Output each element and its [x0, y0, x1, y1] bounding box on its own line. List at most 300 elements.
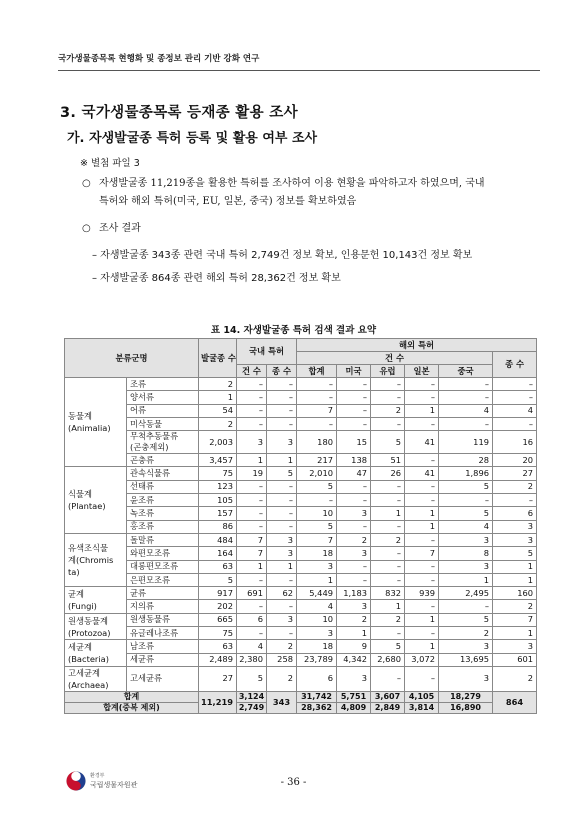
value-cell: 5,449: [297, 587, 337, 600]
value-cell: 2: [267, 666, 297, 691]
total-row: [65, 691, 537, 713]
value-cell: 1: [267, 454, 297, 467]
result-bullet-1: – 자생발굴종 343종 관련 국내 특허 2,749건 정보 확보, 인용문헌 10,143건 정보 확보: [92, 250, 473, 261]
value-cell: –: [493, 417, 537, 430]
table-row: [65, 587, 537, 600]
value-cell: –: [371, 627, 405, 640]
value-cell: –: [267, 417, 297, 430]
value-cell: 2: [371, 404, 405, 417]
total-foreign-total-b: 28,362: [301, 702, 332, 712]
value-cell: –: [371, 547, 405, 560]
value-cell: 2: [371, 613, 405, 626]
value-cell: 10: [297, 507, 337, 520]
value-cell: 3: [297, 560, 337, 573]
table-row: [65, 640, 537, 653]
value-cell: –: [371, 391, 405, 404]
value-cell: 20: [493, 454, 537, 467]
value-cell: 8: [439, 547, 493, 560]
value-cell: 86: [199, 520, 237, 533]
taxon-group-cell: 균계 (Fungi): [65, 587, 127, 614]
value-cell: 5: [439, 613, 493, 626]
subsection-heading: 가. 자생발굴종 특허 등록 및 활용 여부 조사: [67, 131, 318, 146]
value-cell: 3: [337, 547, 371, 560]
table-row: [65, 494, 537, 507]
table-row: [65, 533, 537, 546]
value-cell: 7: [493, 613, 537, 626]
value-cell: –: [405, 573, 439, 586]
value-cell: 3: [267, 613, 297, 626]
value-cell: –: [297, 417, 337, 430]
value-cell: 7: [237, 547, 267, 560]
value-cell: 1: [439, 573, 493, 586]
value-cell: 26: [371, 467, 405, 480]
value-cell: 4: [297, 600, 337, 613]
value-cell: 2: [337, 533, 371, 546]
value-cell: 2: [371, 533, 405, 546]
table-row: [65, 560, 537, 573]
value-cell: 7: [405, 547, 439, 560]
value-cell: –: [439, 391, 493, 404]
value-cell: 832: [371, 587, 405, 600]
value-cell: –: [337, 560, 371, 573]
header-eu: 유럽: [371, 365, 405, 378]
value-cell: –: [337, 494, 371, 507]
value-cell: 62: [267, 587, 297, 600]
value-cell: –: [237, 573, 267, 586]
value-cell: –: [405, 666, 439, 691]
value-cell: 5: [199, 573, 237, 586]
taxon-group-cell: 식물계 (Plantae): [65, 467, 127, 533]
total-foreign-total-a: 31,742: [297, 692, 336, 703]
header-foreign-cases: 건 수: [297, 352, 493, 365]
header-foreign-species: 종 수: [493, 352, 537, 378]
taxon-subgroup-cell: 남조류: [127, 640, 199, 653]
value-cell: –: [237, 391, 267, 404]
value-cell: –: [493, 391, 537, 404]
result-bullet-2: – 자생발굴종 864종 관련 해외 특허 28,362건 정보 확보: [92, 273, 341, 284]
value-cell: –: [371, 520, 405, 533]
value-cell: –: [405, 533, 439, 546]
taxon-subgroup-cell: 은편모조류: [127, 573, 199, 586]
value-cell: –: [337, 573, 371, 586]
value-cell: 3: [337, 600, 371, 613]
value-cell: –: [405, 378, 439, 391]
value-cell: –: [405, 391, 439, 404]
value-cell: 10: [297, 613, 337, 626]
total-eu: [371, 691, 405, 713]
value-cell: 217: [297, 454, 337, 467]
value-cell: 6: [493, 507, 537, 520]
value-cell: –: [337, 378, 371, 391]
value-cell: –: [493, 378, 537, 391]
value-cell: 9: [337, 640, 371, 653]
taxon-subgroup-cell: 미삭동물: [127, 417, 199, 430]
taxon-subgroup-cell: 관속식물류: [127, 467, 199, 480]
value-cell: 28: [439, 454, 493, 467]
value-cell: 2,489: [199, 653, 237, 666]
value-cell: 4: [493, 404, 537, 417]
taxon-subgroup-cell: 윤조류: [127, 494, 199, 507]
value-cell: –: [237, 378, 267, 391]
value-cell: 27: [493, 467, 537, 480]
value-cell: –: [237, 417, 267, 430]
header-discovered: 발굴종 수: [199, 339, 237, 378]
taxon-subgroup-cell: 와편모조류: [127, 547, 199, 560]
value-cell: 7: [297, 533, 337, 546]
total-jp: [405, 691, 439, 713]
table-row: [65, 613, 537, 626]
header-domestic-species: 종 수: [267, 365, 297, 378]
total-us-b: 4,809: [340, 702, 367, 712]
value-cell: –: [297, 378, 337, 391]
taxon-subgroup-cell: 양서류: [127, 391, 199, 404]
value-cell: 160: [493, 587, 537, 600]
section-heading: 3. 국가생물종목록 등재종 활용 조사: [60, 105, 298, 121]
total-dedup-cases: 2,749: [238, 702, 265, 712]
value-cell: 51: [371, 454, 405, 467]
taxon-group-cell: 세균계 (Bacteria): [65, 640, 127, 667]
value-cell: 691: [237, 587, 267, 600]
value-cell: 3: [493, 640, 537, 653]
taxon-subgroup-cell: 어류: [127, 404, 199, 417]
taxon-subgroup-cell: 대롱편모조류: [127, 560, 199, 573]
value-cell: 5: [237, 666, 267, 691]
value-cell: 601: [493, 653, 537, 666]
value-cell: –: [267, 600, 297, 613]
value-cell: –: [337, 520, 371, 533]
value-cell: 258: [267, 653, 297, 666]
value-cell: –: [371, 378, 405, 391]
table-row: [65, 507, 537, 520]
value-cell: 3: [297, 627, 337, 640]
total-dedup-label: 합계(중복 제외): [103, 702, 160, 712]
value-cell: 13,695: [439, 653, 493, 666]
value-cell: 47: [337, 467, 371, 480]
value-cell: 2,380: [237, 653, 267, 666]
value-cell: –: [267, 378, 297, 391]
value-cell: 1: [237, 560, 267, 573]
value-cell: –: [237, 480, 267, 493]
value-cell: –: [237, 600, 267, 613]
value-cell: –: [371, 494, 405, 507]
running-header: 국가생물종목록 현행화 및 종정보 관리 기반 강화 연구: [58, 54, 260, 64]
value-cell: 164: [199, 547, 237, 560]
value-cell: –: [337, 417, 371, 430]
value-cell: 138: [337, 454, 371, 467]
taxon-subgroup-cell: 균류: [127, 587, 199, 600]
value-cell: 2: [199, 417, 237, 430]
total-domestic-species: 343: [267, 691, 297, 713]
value-cell: 123: [199, 480, 237, 493]
table-row: [65, 391, 537, 404]
value-cell: –: [371, 560, 405, 573]
value-cell: 4: [439, 404, 493, 417]
value-cell: 3: [439, 533, 493, 546]
attachment-note: ※ 별첨 파일 3: [80, 158, 140, 169]
value-cell: 2: [199, 378, 237, 391]
taxon-group-cell: 동물계 (Animalia): [65, 378, 127, 467]
value-cell: 27: [199, 666, 237, 691]
ministry-label: 환경부: [90, 773, 105, 779]
value-cell: 41: [405, 431, 439, 454]
value-cell: –: [237, 627, 267, 640]
value-cell: –: [439, 494, 493, 507]
value-cell: –: [337, 391, 371, 404]
value-cell: 1: [493, 627, 537, 640]
value-cell: 15: [337, 431, 371, 454]
taxon-subgroup-cell: 지의류: [127, 600, 199, 613]
table-row: [65, 417, 537, 430]
value-cell: 5: [439, 480, 493, 493]
value-cell: 1: [267, 560, 297, 573]
header-divider: [58, 70, 540, 71]
table-row: [65, 547, 537, 560]
value-cell: 3: [439, 640, 493, 653]
table-row: [65, 404, 537, 417]
taxon-subgroup-cell: 유글레나조류: [127, 627, 199, 640]
value-cell: 2,003: [199, 431, 237, 454]
value-cell: 939: [405, 587, 439, 600]
value-cell: 3: [493, 520, 537, 533]
total-cn-a: 18,279: [439, 692, 492, 703]
value-cell: –: [405, 480, 439, 493]
value-cell: 119: [439, 431, 493, 454]
value-cell: 19: [237, 467, 267, 480]
value-cell: –: [405, 494, 439, 507]
value-cell: 63: [199, 560, 237, 573]
value-cell: –: [405, 454, 439, 467]
value-cell: 23,789: [297, 653, 337, 666]
table-title: 표 14. 자생발굴종 특허 검색 결과 요약: [210, 325, 377, 336]
value-cell: 1: [405, 507, 439, 520]
value-cell: –: [267, 404, 297, 417]
total-eu-b: 2,849: [374, 702, 401, 712]
value-cell: 1: [337, 627, 371, 640]
table-row: [65, 600, 537, 613]
value-cell: 1: [237, 454, 267, 467]
total-cn: [439, 691, 493, 713]
value-cell: 5: [297, 480, 337, 493]
value-cell: 3,457: [199, 454, 237, 467]
taxon-subgroup-cell: 녹조류: [127, 507, 199, 520]
value-cell: –: [337, 480, 371, 493]
value-cell: –: [439, 417, 493, 430]
value-cell: 6: [297, 666, 337, 691]
patent-summary-table: [64, 338, 537, 714]
taxon-subgroup-cell: 세균류: [127, 653, 199, 666]
paragraph-2-marker: ○: [82, 223, 91, 234]
value-cell: –: [337, 404, 371, 417]
value-cell: 180: [297, 431, 337, 454]
value-cell: 75: [199, 627, 237, 640]
header-domestic: 국내 특허: [237, 339, 297, 365]
value-cell: –: [237, 494, 267, 507]
value-cell: –: [371, 417, 405, 430]
value-cell: 16: [493, 431, 537, 454]
value-cell: 1: [493, 573, 537, 586]
total-label: 합계: [65, 692, 198, 703]
institute-label: 국립생물자원관: [90, 781, 138, 789]
total-foreign-total: [297, 691, 337, 713]
value-cell: –: [267, 573, 297, 586]
paragraph-1-marker: ○: [82, 178, 91, 189]
total-domestic-cases: [237, 691, 267, 713]
value-cell: –: [297, 391, 337, 404]
total-cases: 3,124: [238, 691, 265, 701]
table-row: [65, 627, 537, 640]
taxon-subgroup-cell: 돌말류: [127, 533, 199, 546]
value-cell: –: [405, 627, 439, 640]
header-jp: 일본: [405, 365, 439, 378]
value-cell: –: [267, 391, 297, 404]
value-cell: 4: [237, 640, 267, 653]
value-cell: 665: [199, 613, 237, 626]
value-cell: 5: [371, 640, 405, 653]
taxon-subgroup-cell: 곤충류: [127, 454, 199, 467]
value-cell: 3: [493, 533, 537, 546]
header-total: 합계: [297, 365, 337, 378]
table-row: [65, 573, 537, 586]
value-cell: 18: [297, 640, 337, 653]
value-cell: –: [237, 507, 267, 520]
value-cell: –: [439, 378, 493, 391]
paragraph-1-line-1: 자생발굴종 11,219종을 활용한 특허를 조사하여 이용 현황을 파악하고자 하였으며, 국내: [99, 178, 485, 189]
value-cell: –: [237, 404, 267, 417]
value-cell: 157: [199, 507, 237, 520]
value-cell: 2,010: [297, 467, 337, 480]
value-cell: 5: [493, 547, 537, 560]
table-row: [65, 467, 537, 480]
value-cell: 5: [371, 431, 405, 454]
value-cell: 1: [493, 560, 537, 573]
total-us: [337, 691, 371, 713]
page-number: - 36 -: [280, 777, 307, 788]
value-cell: 6: [237, 613, 267, 626]
table-row: [65, 653, 537, 666]
value-cell: 105: [199, 494, 237, 507]
value-cell: 7: [237, 533, 267, 546]
value-cell: –: [267, 627, 297, 640]
value-cell: 1: [297, 573, 337, 586]
taxon-subgroup-cell: 조류: [127, 378, 199, 391]
value-cell: 63: [199, 640, 237, 653]
value-cell: 75: [199, 467, 237, 480]
value-cell: 41: [405, 467, 439, 480]
value-cell: –: [267, 480, 297, 493]
value-cell: –: [297, 494, 337, 507]
value-cell: –: [405, 600, 439, 613]
value-cell: 2,495: [439, 587, 493, 600]
taxon-group-cell: 고세균계 (Archaea): [65, 666, 127, 691]
header-foreign: 해외 특허: [297, 339, 537, 352]
value-cell: 4,342: [337, 653, 371, 666]
taxon-subgroup-cell: 홍조류: [127, 520, 199, 533]
value-cell: 54: [199, 404, 237, 417]
table-row: [65, 431, 537, 454]
header-domestic-cases: 건 수: [237, 365, 267, 378]
value-cell: 2: [267, 640, 297, 653]
value-cell: 3: [337, 507, 371, 520]
value-cell: 7: [297, 404, 337, 417]
value-cell: –: [371, 480, 405, 493]
paragraph-1-line-2: 특허와 해외 특허(미국, EU, 일본, 중국) 정보를 확보하였음: [99, 196, 357, 207]
value-cell: 202: [199, 600, 237, 613]
table-row: [65, 480, 537, 493]
value-cell: 3: [237, 431, 267, 454]
value-cell: –: [405, 560, 439, 573]
total-cn-b: 16,890: [450, 702, 481, 712]
value-cell: –: [405, 417, 439, 430]
total-jp-b: 3,814: [408, 702, 435, 712]
value-cell: 1: [405, 520, 439, 533]
value-cell: 1,896: [439, 467, 493, 480]
taxon-subgroup-cell: 무척추동물류 (곤충제외): [127, 431, 199, 454]
total-us-a: 5,751: [337, 692, 370, 703]
total-eu-a: 3,607: [371, 692, 404, 703]
value-cell: 917: [199, 587, 237, 600]
value-cell: –: [267, 520, 297, 533]
paragraph-2: 조사 결과: [99, 223, 141, 234]
value-cell: 1,183: [337, 587, 371, 600]
value-cell: 2: [337, 613, 371, 626]
value-cell: 5: [297, 520, 337, 533]
value-cell: 3: [267, 533, 297, 546]
table-row: [65, 666, 537, 691]
taxon-subgroup-cell: 고세균류: [127, 666, 199, 691]
value-cell: 1: [371, 600, 405, 613]
value-cell: 2: [493, 666, 537, 691]
value-cell: 484: [199, 533, 237, 546]
value-cell: 2: [493, 600, 537, 613]
value-cell: –: [493, 494, 537, 507]
value-cell: 3: [439, 560, 493, 573]
value-cell: 1: [405, 404, 439, 417]
taxon-subgroup-cell: 원생동물류: [127, 613, 199, 626]
value-cell: 2,680: [371, 653, 405, 666]
value-cell: 5: [267, 467, 297, 480]
value-cell: –: [371, 573, 405, 586]
value-cell: –: [237, 520, 267, 533]
value-cell: 1: [405, 613, 439, 626]
total-label-cell: [65, 691, 199, 713]
table-row: [65, 378, 537, 391]
value-cell: –: [371, 666, 405, 691]
value-cell: –: [267, 507, 297, 520]
value-cell: 1: [405, 640, 439, 653]
value-cell: 3: [267, 431, 297, 454]
value-cell: 5: [439, 507, 493, 520]
total-foreign-species: 864: [493, 691, 537, 713]
value-cell: 2: [439, 627, 493, 640]
value-cell: 3: [439, 666, 493, 691]
taxon-group-cell: 유색조식물 계(Chromis ta): [65, 533, 127, 586]
total-discovered: 11,219: [199, 691, 237, 713]
value-cell: 18: [297, 547, 337, 560]
header-cn: 중국: [439, 365, 493, 378]
value-cell: –: [267, 494, 297, 507]
value-cell: 4: [439, 520, 493, 533]
value-cell: –: [439, 600, 493, 613]
total-jp-a: 4,105: [405, 692, 438, 703]
table-row: [65, 520, 537, 533]
value-cell: 2: [493, 480, 537, 493]
table-row: [65, 454, 537, 467]
value-cell: 1: [371, 507, 405, 520]
value-cell: 3: [267, 547, 297, 560]
value-cell: 3,072: [405, 653, 439, 666]
header-group: 분류군명: [65, 339, 199, 378]
header-us: 미국: [337, 365, 371, 378]
